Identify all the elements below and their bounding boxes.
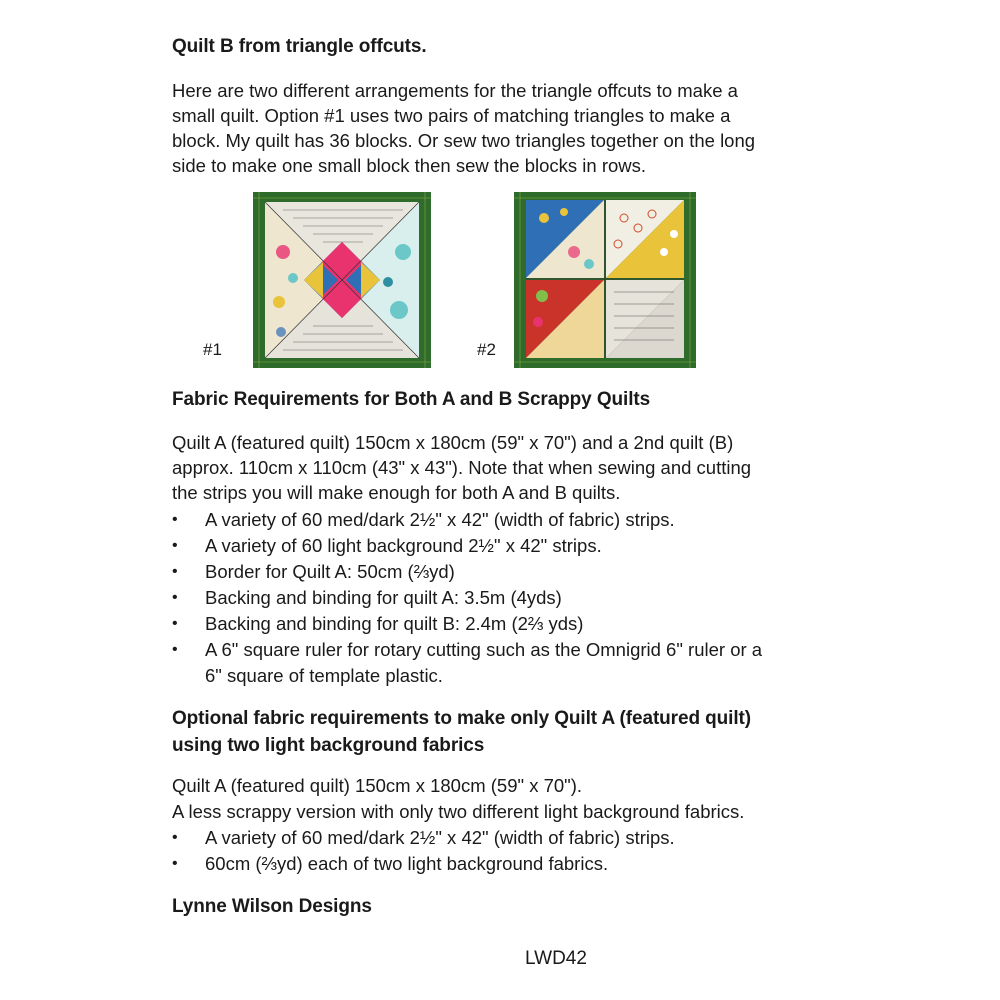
fabric-intro-line: approx. 110cm x 110cm (43" x 43"). Note that when sewing and cutting	[172, 457, 752, 478]
fabric-bullet-text: A variety of 60 light background 2½" x 42" strips.	[205, 535, 602, 556]
block-2-label: #2	[477, 340, 496, 359]
bullet-dot: •	[172, 829, 178, 846]
fabric-bullet-text: Border for Quilt A: 50cm (⅔yd)	[205, 561, 455, 582]
bullet-dot: •	[172, 563, 178, 580]
fabric-requirements-heading: Fabric Requirements for Both A and B Scrappy Quilts	[172, 389, 651, 410]
bullet-dot: •	[172, 641, 178, 658]
designer-name: Lynne Wilson Designs	[172, 896, 372, 917]
fabric-intro-line: Quilt A (featured quilt) 150cm x 180cm (59" x 70") and a 2nd quilt (B)	[172, 432, 734, 453]
optional-heading-line: Optional fabric requirements to make only Quilt A (featured quilt)	[172, 708, 751, 729]
quilt-b-paragraph-line: block. My quilt has 36 blocks. Or sew two triangles together on the long	[172, 130, 756, 151]
quilt-b-paragraph-line: Here are two different arrangements for the triangle offcuts to make a	[172, 80, 738, 101]
fabric-bullet-text: Backing and binding for quilt A: 3.5m (4yds)	[205, 587, 562, 608]
fabric-intro-line: the strips you will make enough for both A and B quilts.	[172, 482, 621, 503]
block-1-label: #1	[203, 340, 222, 359]
bullet-dot: •	[172, 855, 178, 872]
block-1-image	[253, 192, 431, 368]
bullet-dot: •	[172, 615, 178, 632]
optional-intro-line: Quilt A (featured quilt) 150cm x 180cm (59" x 70").	[172, 775, 583, 796]
bullet-dot: •	[172, 589, 178, 606]
pattern-code: LWD42	[525, 948, 587, 969]
optional-bullet-text: A variety of 60 med/dark 2½" x 42" (width of fabric) strips.	[205, 827, 675, 848]
optional-bullet-text: 60cm (⅔yd) each of two light background fabrics.	[205, 853, 609, 874]
fabric-bullet-text: A variety of 60 med/dark 2½" x 42" (width of fabric) strips.	[205, 509, 675, 530]
quilt-b-paragraph-line: side to make one small block then sew the blocks in rows.	[172, 155, 647, 176]
bullet-dot: •	[172, 537, 178, 554]
fabric-bullet-text: A 6" square ruler for rotary cutting such as the Omnigrid 6" ruler or a	[205, 639, 763, 660]
fabric-bullet-text: Backing and binding for quilt B: 2.4m (2⅔ yds)	[205, 613, 584, 634]
block-2-image	[514, 192, 696, 368]
quilt-b-paragraph-line: small quilt. Option #1 uses two pairs of matching triangles to make a	[172, 105, 731, 126]
bullet-dot: •	[172, 511, 178, 528]
quilt-b-heading: Quilt B from triangle offcuts.	[172, 36, 427, 57]
optional-heading-line: using two light background fabrics	[172, 735, 485, 756]
optional-intro-line: A less scrappy version with only two different light background fabrics.	[172, 801, 745, 822]
fabric-bullet-continuation: 6" square of template plastic.	[205, 665, 443, 686]
